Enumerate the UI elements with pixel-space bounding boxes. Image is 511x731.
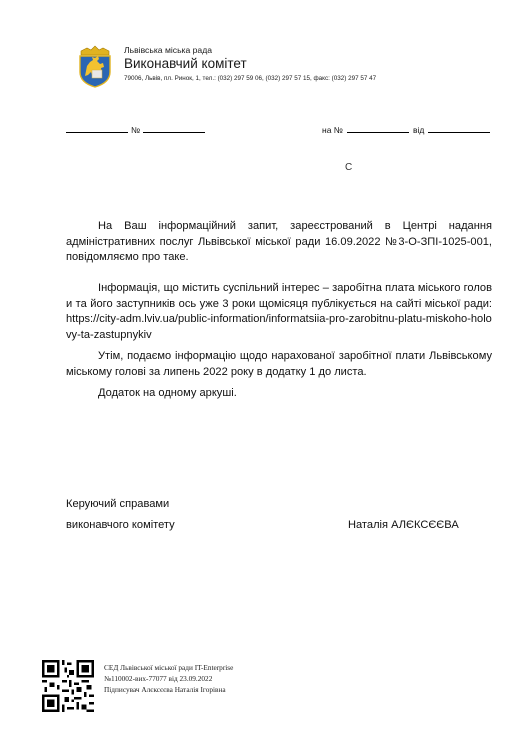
number-label: № [131, 125, 141, 135]
footer-line-2: №110002-вих-77077 від 23.09.2022 [104, 674, 213, 683]
body-paragraph-2: Інформація, що містить суспільний інтерес – заробітна плата міського голови та його заступників ось уже 3 роки щомісяця публікується на сайті міської ради: https://city-adm.lviv.ua/public-information/informatsiia-pro-zarobitnu-platu-miskoho-holovy-ta-zastupnykiv [66, 282, 492, 341]
reply-to-date-label: від [413, 125, 425, 135]
outgoing-date-blank [143, 132, 205, 133]
footer-line-3: Підписувач Алєксєєва Наталія Ігорівна [104, 685, 226, 694]
outgoing-number-blank [66, 132, 128, 133]
reply-to-number-label: на № [322, 125, 343, 135]
page-mark: С [345, 162, 353, 173]
org-name-line2: Виконавчий комітет [124, 56, 247, 71]
org-name-line1: Львівська міська рада [124, 45, 213, 55]
reply-to-number-blank [347, 132, 409, 133]
signer-title-line1: Керуючий справами [66, 498, 170, 510]
signer-name: Наталія АЛЄКСЄЄВА [348, 519, 459, 531]
reply-to-date-blank [428, 132, 490, 133]
body-paragraph-1: На Ваш інформаційний запит, зареєстрований в Центрі надання адміністративних послуг Львівської міської ради 16.09.2022 №3-О-ЗПІ-1025-001, повідомляємо про таке. [66, 220, 492, 263]
body-paragraph-4: Додаток на одному аркуші. [98, 387, 237, 399]
coat-of-arms-logo [76, 44, 114, 88]
body-paragraph-3: Утім, подаємо інформацію щодо нарахованої заробітної плати Львівському міському голові за липень 2022 року в додатку 1 до листа. [66, 350, 492, 378]
org-address: 79006, Львів, пл. Ринок, 1, тел.: (032) 297 59 06, (032) 297 57 15, факс: (032) 297 57 47 [124, 75, 377, 82]
footer-line-1: СЕД Львівської міської ради IT-Enterprise [104, 663, 234, 672]
qr-code [42, 660, 94, 712]
signer-title-line2: виконавчого комітету [66, 519, 175, 531]
